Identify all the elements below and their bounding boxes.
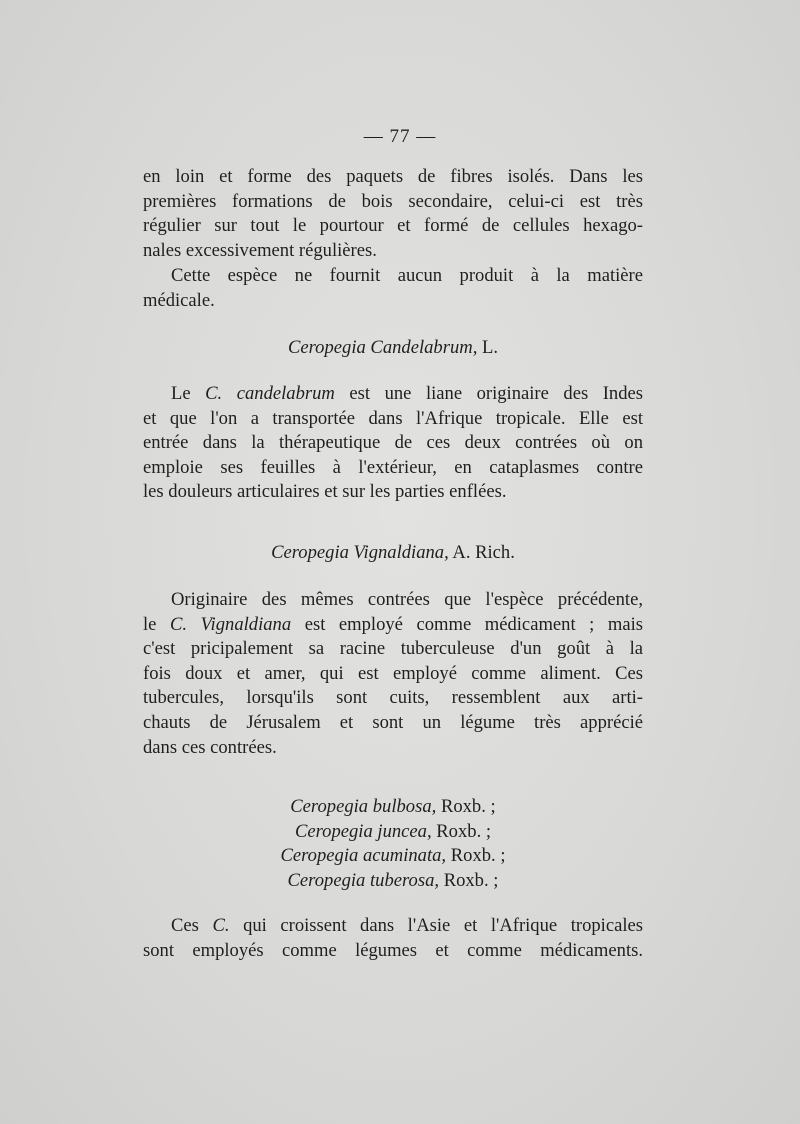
species-list bbox=[0, 795, 786, 893]
list-item bbox=[0, 820, 786, 845]
species-name: Ceropegia acuminata, bbox=[280, 845, 447, 867]
closing-paragraph bbox=[143, 914, 643, 963]
species-name: Ceropegia Vignaldiana, bbox=[271, 542, 449, 563]
page-number: — 77 — bbox=[363, 126, 437, 147]
text-line: tubercules, lorsqu'ils sont cuits, ressemblent aux arti- bbox=[143, 687, 643, 709]
list-item bbox=[0, 869, 786, 894]
species-author: Roxb. ; bbox=[436, 820, 492, 842]
species-author: L. bbox=[482, 337, 499, 358]
text-line: Cette espèce ne fournit aucun produit à la matière bbox=[171, 265, 643, 286]
species-author: A. Rich. bbox=[452, 542, 515, 563]
species-abbrev: C. candelabrum bbox=[205, 383, 335, 404]
species-author: Roxb. ; bbox=[443, 869, 499, 891]
species-author: Roxb. ; bbox=[450, 845, 506, 867]
text-line: sont employés comme légumes et comme médicaments. bbox=[143, 939, 643, 961]
text-line: en loin et forme des paquets de fibres isolés. Dans les bbox=[143, 166, 643, 187]
species-heading-vignaldiana bbox=[0, 542, 786, 564]
species-name: Ceropegia tuberosa, bbox=[287, 869, 440, 891]
text-line: entrée dans la thérapeutique de ces deux contrées où on bbox=[143, 432, 643, 454]
text-line: fois doux et amer, qui est employé comme aliment. Ces bbox=[143, 662, 643, 684]
species-author: Roxb. ; bbox=[440, 796, 496, 817]
text-fragment: Ces bbox=[171, 915, 199, 936]
species-name: Ceropegia Candelabrum, bbox=[287, 337, 478, 358]
species-name: Ceropegia bulbosa, bbox=[290, 796, 437, 817]
list-item bbox=[0, 844, 786, 869]
text-line: les douleurs articulaires et sur les parties enflées. bbox=[143, 481, 507, 503]
text-line: emploie ses feuilles à l'extérieur, en cataplasmes contre bbox=[143, 456, 643, 478]
text-line: médicale. bbox=[143, 289, 215, 311]
text-fragment: qui croissent dans l'Asie et l'Afrique tropicales bbox=[243, 915, 643, 936]
text-line: Originaire des mêmes contrées que l'espèce précédente, bbox=[171, 589, 643, 610]
text-line: et que l'on a transportée dans l'Afrique tropicale. Elle est bbox=[143, 407, 643, 429]
text-fragment: est employé comme médicament ; mais bbox=[304, 613, 644, 635]
candelabrum-paragraph bbox=[143, 382, 643, 505]
text-line: régulier sur tout le pourtour et formé de cellules hexago- bbox=[143, 215, 643, 237]
text-fragment: Le bbox=[171, 383, 191, 404]
species-name: Ceropegia juncea, bbox=[294, 820, 432, 842]
text-line bbox=[143, 382, 643, 407]
text-line: c'est pricipalement sa racine tuberculeuse d'un goût à la bbox=[143, 638, 643, 660]
text-line bbox=[143, 613, 643, 638]
intro-paragraph bbox=[143, 165, 643, 263]
text-line bbox=[143, 914, 643, 939]
species-abbrev: C. Vignaldiana bbox=[169, 613, 292, 635]
list-item bbox=[0, 795, 786, 820]
text-line: premières formations de bois secondaire, celui-ci est très bbox=[143, 190, 643, 212]
text-fragment: le bbox=[143, 613, 157, 635]
text-fragment: est une liane originaire des Indes bbox=[349, 383, 643, 404]
text-line: chauts de Jérusalem et sont un légume très apprécié bbox=[143, 711, 643, 733]
species-abbrev: C. bbox=[212, 915, 230, 936]
vignaldiana-paragraph bbox=[143, 588, 643, 760]
text-line: dans ces contrées. bbox=[143, 736, 277, 758]
species-heading-candelabrum bbox=[0, 337, 786, 359]
remark-paragraph bbox=[143, 264, 643, 313]
text-line: nales excessivement régulières. bbox=[143, 239, 377, 261]
